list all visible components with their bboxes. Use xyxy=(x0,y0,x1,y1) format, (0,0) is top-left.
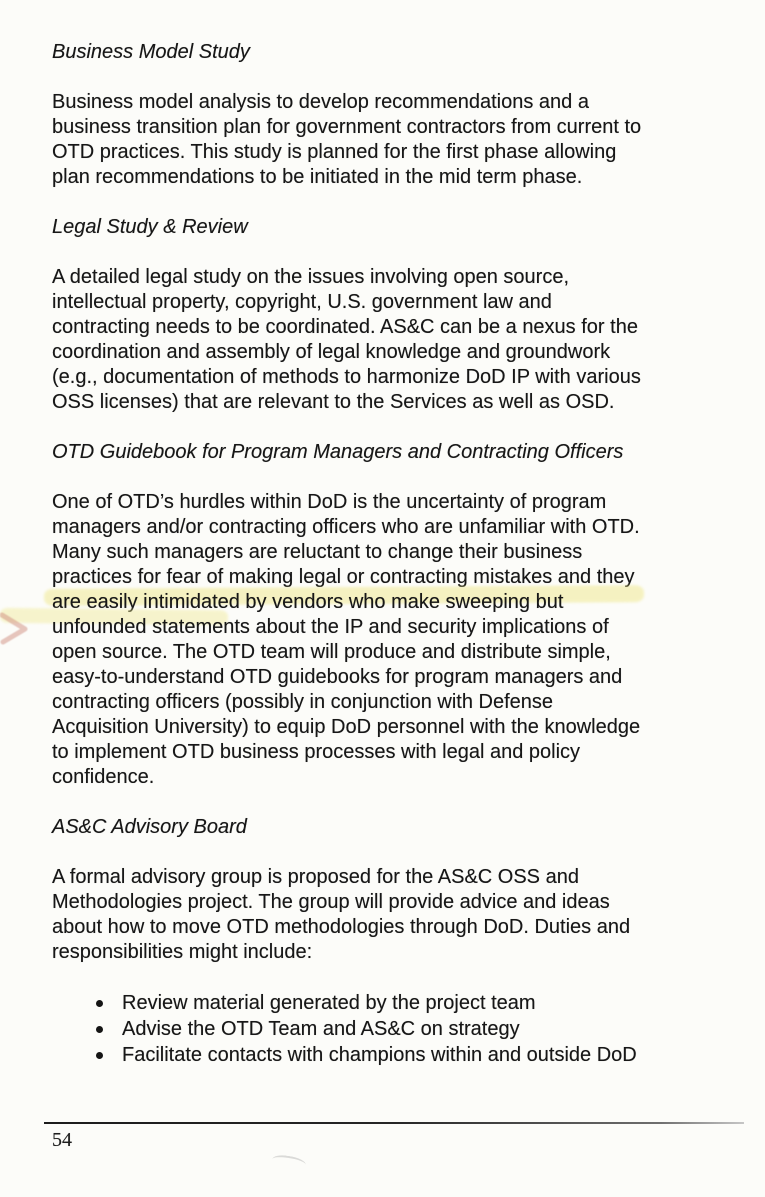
pen-mark-icon xyxy=(0,610,30,646)
bullet-dot-icon xyxy=(96,1000,103,1007)
bullet-text: Review material generated by the project team xyxy=(122,992,536,1014)
text-line: Acquisition University) to equip DoD personnel with the knowledge xyxy=(52,716,641,738)
paragraph xyxy=(52,265,735,415)
text-line: A detailed legal study on the issues involving open source, xyxy=(52,266,570,288)
text-line-highlighted: unfounded statements about the IP and security implications of xyxy=(52,615,735,640)
text-line: intellectual property, copyright, U.S. government law and xyxy=(52,291,552,313)
paragraph xyxy=(52,90,735,190)
bullet-dot-icon xyxy=(96,1026,103,1033)
text-line: OTD practices. This study is planned for the first phase allowing xyxy=(52,141,617,163)
text-line: plan recommendations to be initiated in the mid term phase. xyxy=(52,166,583,188)
text-line: to implement OTD business processes with legal and policy xyxy=(52,741,581,763)
text-line: A formal advisory group is proposed for the AS&C OSS and xyxy=(52,866,579,888)
text-line: managers and/or contracting officers who are unfamiliar with OTD. xyxy=(52,516,640,538)
paragraph xyxy=(52,865,735,965)
text-line: Many such managers are reluctant to change their business xyxy=(52,541,583,563)
text-line: OSS licenses) that are relevant to the Services as well as OSD. xyxy=(52,391,615,413)
text-line: Methodologies project. The group will provide advice and ideas xyxy=(52,891,610,913)
text-line: contracting officers (possibly in conjunction with Defense xyxy=(52,691,553,713)
page-number: 54 xyxy=(52,1129,72,1151)
document-section xyxy=(52,215,735,415)
text-line: coordination and assembly of legal knowledge and groundwork xyxy=(52,341,611,363)
document-section xyxy=(52,40,735,190)
bullet-item xyxy=(52,1042,735,1068)
text-line: Business model analysis to develop recommendations and a xyxy=(52,91,589,113)
bullet-dot-icon xyxy=(96,1052,103,1059)
scan-artifact xyxy=(271,1154,306,1171)
bullet-item xyxy=(52,990,735,1016)
bullet-text: Facilitate contacts with champions within and outside DoD xyxy=(122,1044,637,1066)
paragraph xyxy=(52,490,735,790)
text-line: One of OTD’s hurdles within DoD is the uncertainty of program xyxy=(52,491,607,513)
section-heading: OTD Guidebook for Program Managers and Contracting Officers xyxy=(52,441,624,463)
text-line: easy-to-understand OTD guidebooks for program managers and xyxy=(52,666,623,688)
document-section xyxy=(52,440,735,790)
section-heading: Legal Study & Review xyxy=(52,216,248,238)
bullet-list xyxy=(52,990,735,1068)
text-line-highlighted: are easily intimidated by vendors who make sweeping but xyxy=(52,590,735,615)
text-line: responsibilities might include: xyxy=(52,941,313,963)
text-line: open source. The OTD team will produce and distribute simple, xyxy=(52,641,611,663)
text-line: business transition plan for government contractors from current to xyxy=(52,116,642,138)
bullet-item xyxy=(52,1016,735,1042)
text-line: about how to move OTD methodologies through DoD. Duties and xyxy=(52,916,631,938)
section-heading: AS&C Advisory Board xyxy=(52,816,247,838)
bullet-text: Advise the OTD Team and AS&C on strategy xyxy=(122,1018,520,1040)
document-section xyxy=(52,815,735,965)
footer-rule xyxy=(44,1122,744,1124)
text-line: confidence. xyxy=(52,766,155,788)
text-line: (e.g., documentation of methods to harmonize DoD IP with various xyxy=(52,366,641,388)
text-line: contracting needs to be coordinated. AS&C can be a nexus for the xyxy=(52,316,638,338)
document-body xyxy=(52,40,735,965)
section-heading: Business Model Study xyxy=(52,41,250,63)
text-line: practices for fear of making legal or contracting mistakes and they xyxy=(52,566,635,588)
